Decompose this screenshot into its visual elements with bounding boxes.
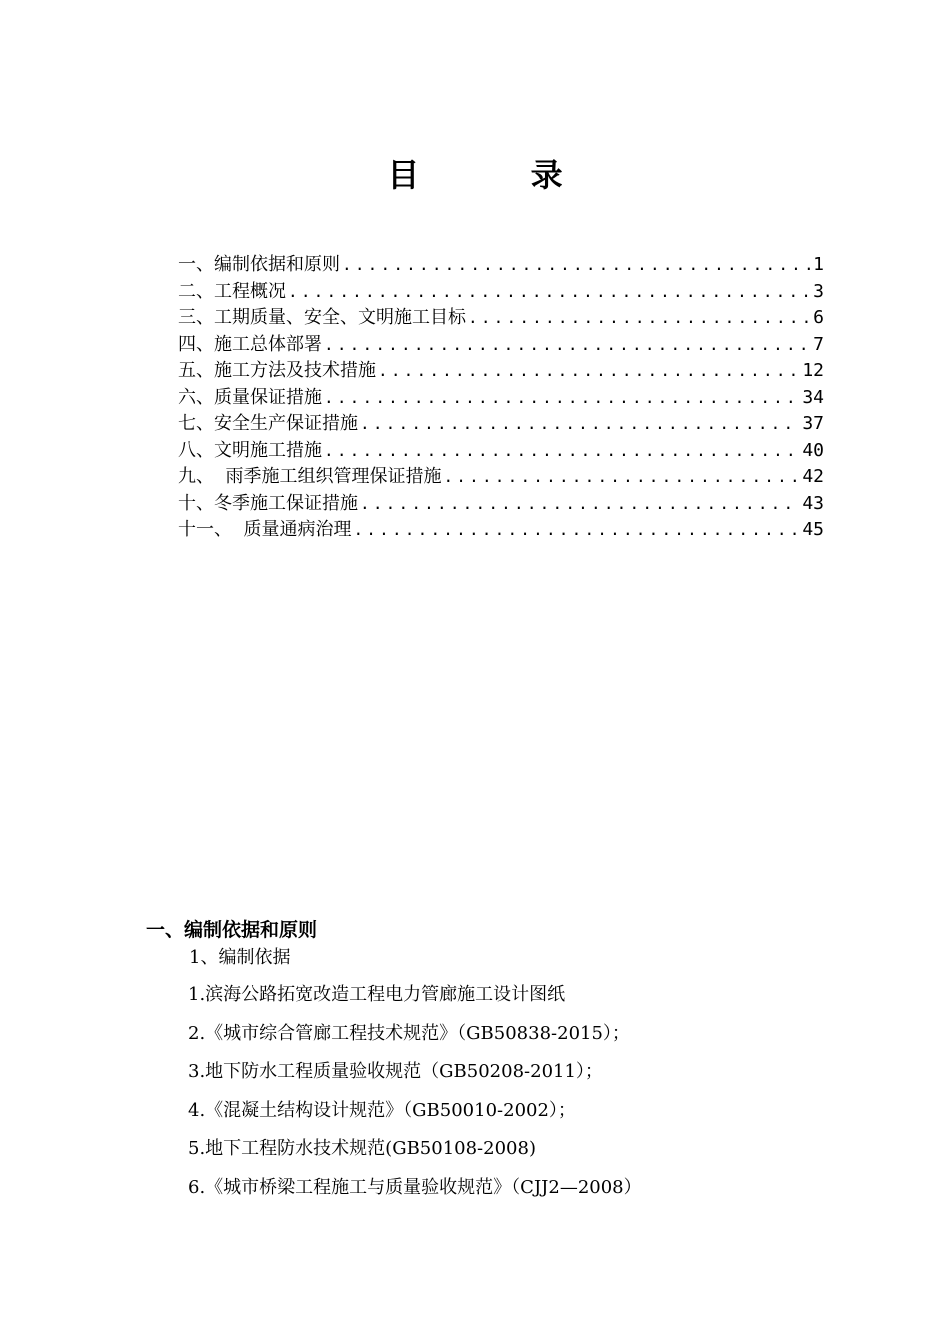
list-item: 6.《城市桥梁工程施工与质量验收规范》（CJJ2—2008）	[188, 1176, 642, 1198]
toc-entry-page: 40	[802, 439, 824, 461]
toc-leader-dots	[378, 358, 800, 385]
toc-entry-label: 七、安全生产保证措施	[178, 413, 358, 434]
list-item: 5.地下工程防水技术规范(GB50108-2008)	[188, 1138, 536, 1160]
toc-leader-dots	[342, 252, 811, 279]
toc-entry-page: 45	[802, 519, 824, 540]
toc-entry[interactable]	[178, 517, 824, 544]
toc-entry-label: 一、编制依据和原则	[178, 254, 340, 275]
toc-entry[interactable]	[178, 491, 824, 518]
toc-entry-page: 42	[802, 466, 824, 487]
section-heading: 一、编制依据和原则	[146, 919, 318, 941]
list-item: 3.地下防水工程质量验收规范（GB50208-2011）；	[188, 1061, 603, 1083]
toc-entry-label: 五、施工方法及技术措施	[178, 360, 376, 381]
toc-leader-dots	[288, 279, 811, 306]
toc-entry-label: 四、施工总体部署	[178, 333, 322, 355]
toc-entry-label: 八、文明施工措施	[178, 439, 322, 461]
toc-entry[interactable]	[178, 438, 824, 465]
toc-entry-label: 十、冬季施工保证措施	[178, 492, 358, 514]
list-item: 1.滨海公路拓宽改造工程电力管廊施工设计图纸	[188, 984, 566, 1005]
toc-entry-page: 3	[813, 280, 824, 302]
toc-leader-dots	[353, 517, 800, 544]
list-item: 4.《混凝土结构设计规范》（GB50010-2002）；	[188, 1099, 576, 1121]
toc-leader-dots	[468, 305, 811, 332]
toc-entry-label: 六、质量保证措施	[178, 386, 322, 408]
reference-list	[188, 982, 642, 1214]
toc-entry-page: 6	[813, 307, 824, 328]
toc-entry[interactable]	[178, 385, 824, 412]
toc-leader-dots	[360, 411, 800, 438]
toc-entry-page: 1	[813, 254, 824, 275]
toc-entry-page: 34	[802, 386, 824, 408]
toc-leader-dots	[360, 491, 800, 518]
toc-entry-label: 十一、 质量通病治理	[178, 519, 352, 540]
toc-entry-page: 43	[802, 492, 824, 514]
toc-leader-dots	[324, 438, 800, 465]
toc-entry-page: 37	[802, 413, 824, 434]
toc-entry-page: 7	[813, 333, 824, 355]
toc-entry-page: 12	[802, 360, 824, 381]
toc-entry-label: 三、工期质量、安全、文明施工目标	[178, 307, 466, 328]
table-of-contents	[178, 252, 824, 544]
toc-entry[interactable]	[178, 464, 824, 491]
toc-entry-label: 二、工程概况	[178, 280, 286, 302]
toc-entry[interactable]	[178, 305, 824, 332]
toc-leader-dots	[324, 385, 800, 412]
toc-entry[interactable]	[178, 252, 824, 279]
toc-entry[interactable]	[178, 279, 824, 306]
toc-leader-dots	[443, 464, 800, 491]
list-item: 2.《城市综合管廊工程技术规范》（GB50838-2015）；	[188, 1022, 630, 1044]
sub-heading: 1、编制依据	[189, 947, 291, 968]
toc-entry[interactable]	[178, 411, 824, 438]
toc-leader-dots	[324, 332, 811, 359]
toc-title: 目 录	[387, 156, 613, 194]
toc-entry[interactable]	[178, 358, 824, 385]
toc-entry-label: 九、 雨季施工组织管理保证措施	[178, 466, 442, 487]
toc-entry[interactable]	[178, 332, 824, 359]
